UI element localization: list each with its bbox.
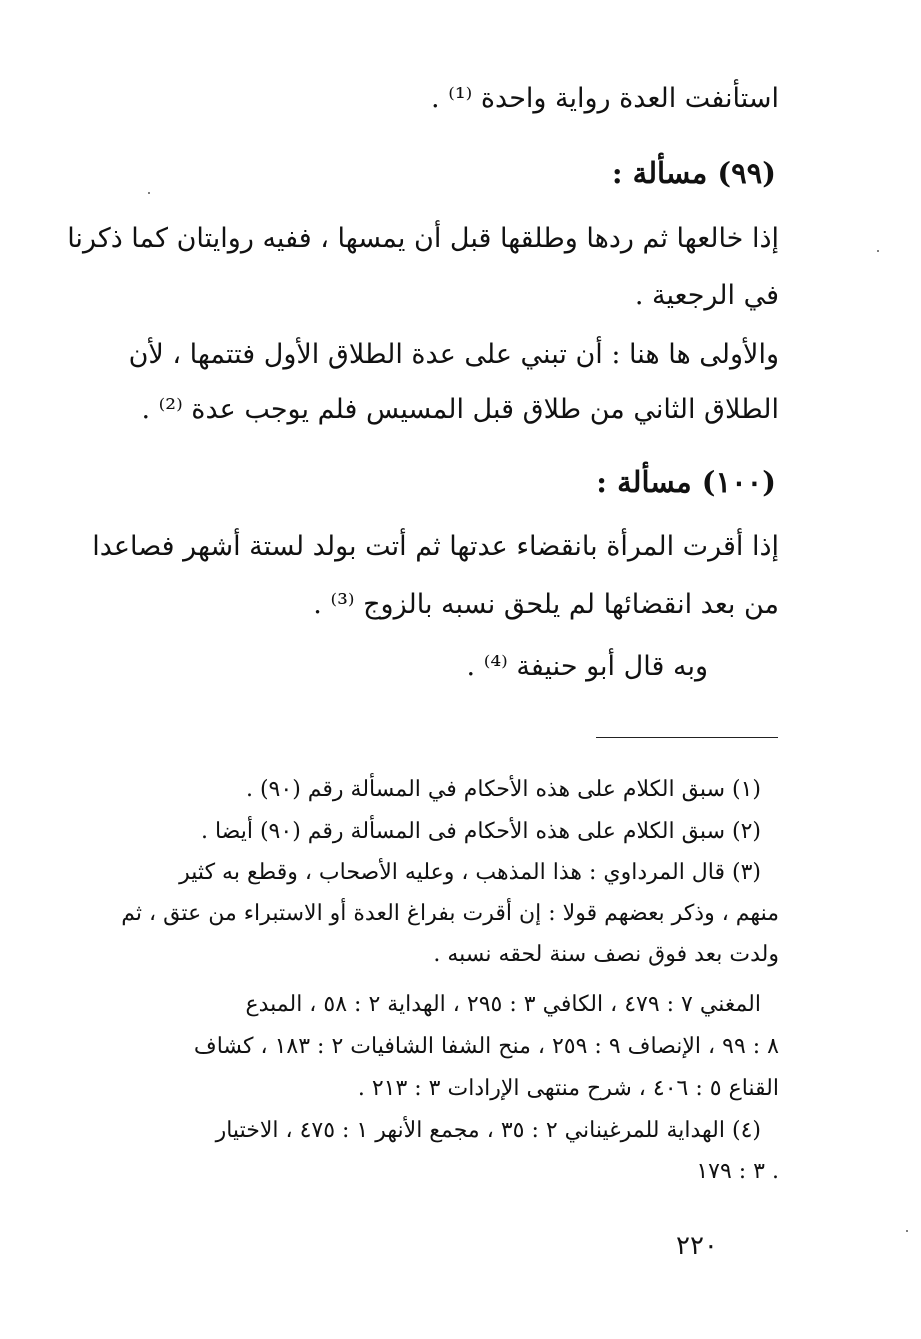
footnote-line: (١) سبق الكلام على هذه الأحكام في المسألة رقم (٩٠) .	[245, 777, 761, 802]
footnote-line: ولدت بعد فوق نصف سنة لحقه نسبه .	[433, 942, 779, 967]
page-number: ٢٢٠	[676, 1231, 718, 1261]
main-line: إذا خالعها ثم ردها وطلقها قبل أن يمسها ، ففيه روايتان كما ذكرنا	[67, 223, 779, 254]
main-line: استأنفت العدة رواية واحدة ⁽¹⁾ .	[431, 83, 779, 114]
main-line: والأولى ها هنا : أن تبني على عدة الطلاق الأول فتتمها ، لأن	[128, 339, 779, 370]
section-heading-99: (٩٩) مسألة :	[611, 156, 776, 190]
footnote-line: منهم ، وذكر بعضهم قولا : إن أقرت بفراغ العدة أو الاستبراء من عتق ، ثم	[121, 901, 779, 926]
footnote-line: المغني ٧ : ٤٧٩ ، الكافي ٣ : ٢٩٥ ، الهداية ٢ : ٥٨ ، المبدع	[245, 992, 761, 1017]
main-line: الطلاق الثاني من طلاق قبل المسيس فلم يوجب عدة ⁽²⁾ .	[141, 394, 779, 425]
footnote-line: (٢) سبق الكلام على هذه الأحكام فى المسألة رقم (٩٠) أيضا .	[200, 819, 761, 844]
footnote-line: القناع ٥ : ٤٠٦ ، شرح منتهى الإرادات ٣ : ٢١٣ .	[357, 1076, 779, 1101]
footnote-line: ٨ : ٩٩ ، الإنصاف ٩ : ٢٥٩ ، منح الشفا الشافيات ٢ : ١٨٣ ، كشاف	[193, 1034, 779, 1059]
main-line: وبه قال أبو حنيفة ⁽⁴⁾ .	[466, 651, 708, 682]
scan-speck	[906, 1230, 908, 1232]
footnote-separator	[596, 737, 778, 738]
footnote-line: (٣) قال المرداوي : هذا المذهب ، وعليه الأصحاب ، وقطع به كثير	[179, 860, 761, 885]
main-line: من بعد انقضائها لم يلحق نسبه بالزوج ⁽³⁾ .	[313, 589, 779, 620]
scan-speck	[877, 250, 879, 252]
footnote-line: ٣ : ١٧٩ .	[696, 1159, 779, 1184]
main-line: في الرجعية .	[634, 280, 779, 311]
section-heading-100: (١٠٠) مسألة :	[596, 465, 776, 499]
scan-speck	[148, 192, 150, 194]
footnote-line: (٤) الهداية للمرغيناني ٢ : ٣٥ ، مجمع الأنهر ١ : ٤٧٥ ، الاختيار	[215, 1118, 761, 1143]
main-line: إذا أقرت المرأة بانقضاء عدتها ثم أتت بولد لستة أشهر فصاعدا	[92, 531, 779, 562]
